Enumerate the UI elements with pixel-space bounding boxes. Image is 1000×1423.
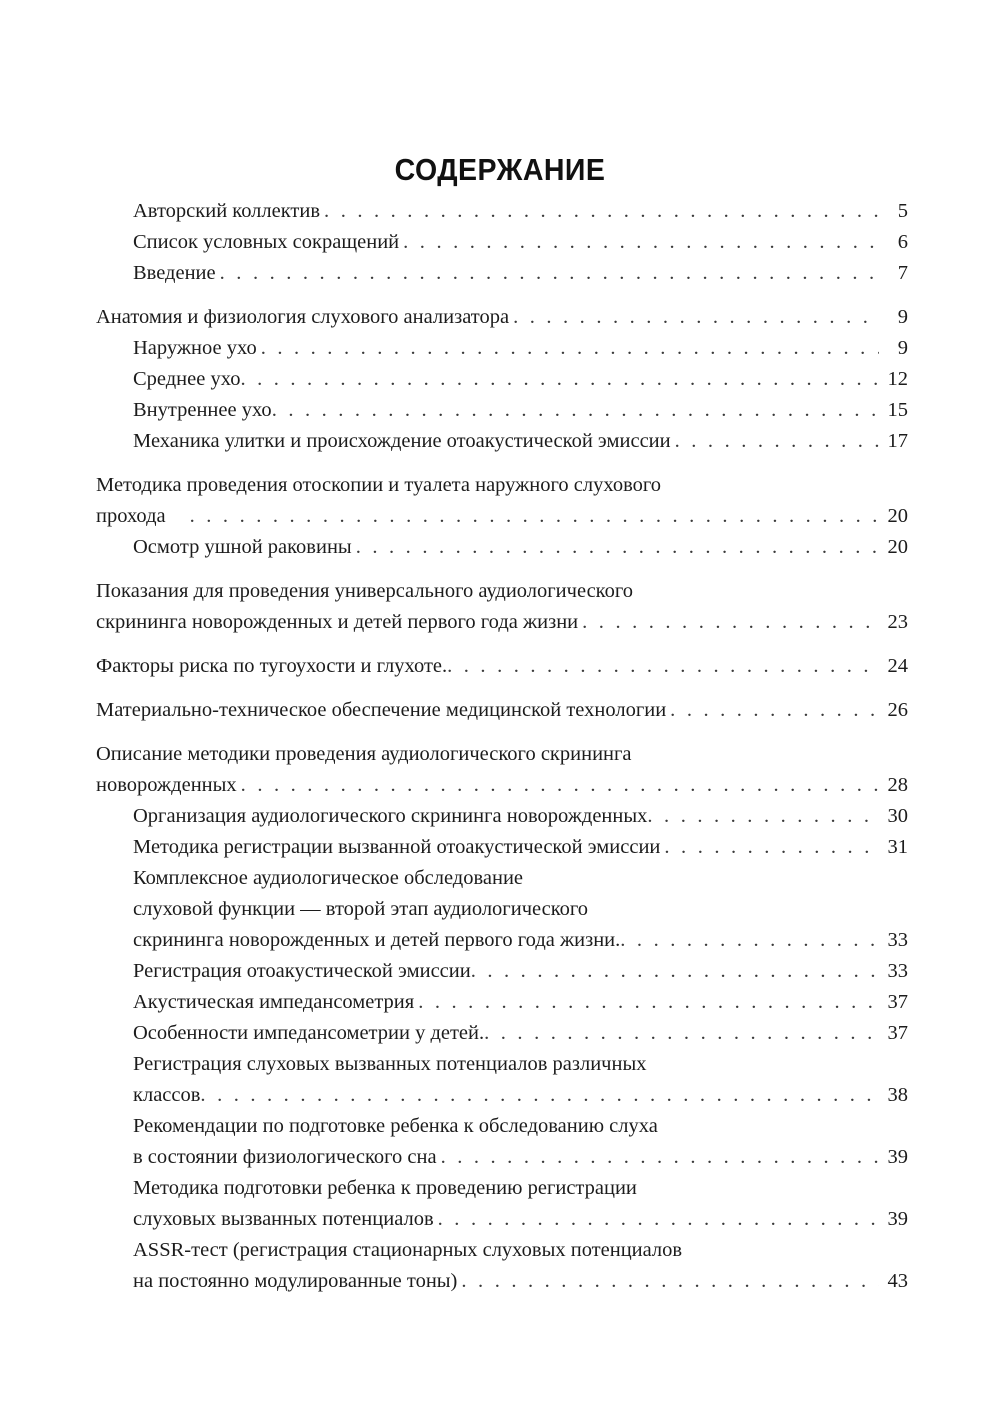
toc-entry-title: Регистрация отоакустической эмиссии [133, 960, 471, 982]
toc-entry-line: слуховой функции — второй этап аудиологического [133, 898, 589, 920]
toc-entry[interactable] [96, 364, 908, 395]
toc-entry[interactable] [96, 395, 908, 426]
toc-entry-title: Осмотр ушной раковины [133, 536, 352, 558]
toc-entry-title: новорожденных [96, 774, 237, 796]
toc-entry-title: Особенности импедансометрии у детей. [133, 1022, 485, 1044]
toc-entry[interactable] [96, 302, 908, 333]
page-number: 15 [887, 399, 908, 421]
dot-leader [471, 956, 879, 987]
page-number: 33 [887, 929, 908, 951]
dot-leader [324, 196, 879, 227]
toc-entry-last-line [133, 258, 908, 289]
page-title: СОДЕРЖАНИЕ [394, 152, 606, 187]
toc-entry-last-line [133, 1018, 908, 1049]
toc-entry-line: Показания для проведения универсального аудиологического [96, 580, 633, 602]
toc-entry-last-line [133, 426, 908, 457]
toc-entry[interactable] [96, 832, 908, 863]
toc-group [96, 470, 908, 563]
toc-entry-title: Организация аудиологического скрининга новорожденных [133, 805, 648, 827]
toc-entry-last-line [133, 227, 908, 258]
toc-entry-last-line [133, 196, 908, 227]
dot-leader [447, 651, 879, 682]
toc-entry-line: Методика проведения отоскопии и туалета наружного слухового [96, 474, 662, 496]
toc-entry-line: Регистрация слуховых вызванных потенциалов различных [133, 1053, 647, 1075]
toc-entry-line: Методика подготовки ребенка к проведению регистрации [133, 1177, 637, 1199]
toc-entry-last-line [133, 1266, 908, 1297]
toc-entry-title: классов [133, 1084, 201, 1106]
toc-entry-last-line [133, 395, 908, 426]
toc-entry[interactable] [96, 426, 908, 457]
toc-entry[interactable] [96, 987, 908, 1018]
page-number: 37 [887, 1022, 908, 1044]
toc-entry-title: скрининга новорожденных и детей первого года жизни. [133, 929, 621, 951]
dot-leader [461, 1266, 879, 1297]
toc-entry-title: в состоянии физиологического сна [133, 1146, 437, 1168]
toc-entry[interactable] [96, 801, 908, 832]
dot-leader [418, 987, 879, 1018]
dot-leader [240, 364, 879, 395]
page-number: 37 [887, 991, 908, 1013]
toc-group [96, 576, 908, 638]
page-number: 30 [887, 805, 908, 827]
toc-entry-title: Среднее ухо [133, 368, 241, 390]
toc-entry[interactable] [96, 695, 908, 726]
page-number: 20 [887, 505, 908, 527]
toc-entry-last-line [133, 832, 908, 863]
dot-leader [664, 832, 879, 863]
dot-leader [403, 227, 879, 258]
toc-entry[interactable] [96, 470, 908, 532]
toc-entry-last-line [96, 302, 908, 333]
dot-leader [261, 333, 879, 364]
toc-entry-last-line [133, 987, 908, 1018]
toc-entry-last-line [133, 1142, 908, 1173]
toc-entry[interactable] [96, 739, 908, 801]
toc-entry-last-line [133, 364, 908, 395]
dot-leader [670, 695, 879, 726]
toc-entry-line: Описание методики проведения аудиологического скрининга [96, 743, 632, 765]
toc-group [96, 302, 908, 457]
toc-entry-title: Методика регистрации вызванной отоакустической эмиссии [133, 836, 661, 858]
toc-entry-last-line [133, 1204, 908, 1235]
dot-leader [438, 1204, 879, 1235]
dot-leader [441, 1142, 879, 1173]
toc-entry-last-line [96, 695, 908, 726]
toc-entry-title: Внутреннее ухо [133, 399, 272, 421]
toc-group [96, 651, 908, 682]
toc-entry[interactable] [96, 532, 908, 563]
dot-leader [356, 532, 879, 563]
toc-entry-line: ASSR-тест (регистрация стационарных слуховых потенциалов [133, 1239, 683, 1261]
dot-leader [220, 258, 879, 289]
toc-entry-last-line [133, 1080, 908, 1111]
toc-entry-last-line [96, 501, 908, 532]
page-number: 33 [887, 960, 908, 982]
dot-leader [675, 426, 879, 457]
dot-leader [484, 1018, 879, 1049]
toc-entry-line: Рекомендации по подготовке ребенка к обследованию слуха [133, 1115, 658, 1137]
toc-entry-title: слуховых вызванных потенциалов [133, 1208, 434, 1230]
toc-entry-title: Введение [133, 262, 216, 284]
toc-entry-last-line [96, 651, 908, 682]
toc-entry-title: Список условных сокращений [133, 231, 400, 253]
toc-entry[interactable] [96, 576, 908, 638]
page-number: 38 [887, 1084, 908, 1106]
toc-entry[interactable] [96, 1018, 908, 1049]
page-number: 39 [887, 1208, 908, 1230]
page-number: 9 [897, 337, 908, 359]
toc-entry-last-line [133, 956, 908, 987]
toc-entry[interactable] [96, 1173, 908, 1235]
toc-entry-title: скрининга новорожденных и детей первого года жизни [96, 611, 579, 633]
toc-entry[interactable] [96, 333, 908, 364]
toc-entry-title: Механика улитки и происхождение отоакустической эмиссии [133, 430, 671, 452]
toc-entry-last-line [133, 925, 908, 956]
toc-entry-title: Анатомия и физиология слухового анализатора [96, 306, 510, 328]
toc-entry-title: прохода [96, 505, 166, 527]
dot-leader [582, 607, 879, 638]
page-number: 7 [897, 262, 908, 284]
page-number: 26 [887, 699, 908, 721]
toc-entry-last-line [133, 801, 908, 832]
toc-entry-line: Комплексное аудиологическое обследование [133, 867, 524, 889]
table-of-contents [96, 196, 908, 1297]
toc-entry-title: Авторский коллектив [133, 200, 321, 222]
toc-entry[interactable] [96, 651, 908, 682]
page-number: 24 [887, 655, 908, 677]
page-number: 12 [887, 368, 908, 390]
toc-entry[interactable] [96, 863, 908, 956]
toc-entry-last-line [133, 333, 908, 364]
toc-entry[interactable] [96, 1049, 908, 1111]
toc-entry-title: Наружное ухо [133, 337, 257, 359]
toc-entry[interactable] [96, 258, 908, 289]
toc-entry[interactable] [96, 1235, 908, 1297]
page-number: 23 [887, 611, 908, 633]
toc-group [96, 739, 908, 1297]
dot-leader [241, 770, 879, 801]
toc-entry[interactable] [96, 1111, 908, 1173]
dot-leader [647, 801, 879, 832]
page-number: 28 [887, 774, 908, 796]
toc-entry[interactable] [96, 227, 908, 258]
page-number: 31 [887, 836, 908, 858]
dot-leader [620, 925, 879, 956]
page-number: 5 [897, 200, 908, 222]
dot-leader [272, 395, 879, 426]
page-number: 43 [887, 1270, 908, 1292]
page-number: 9 [897, 306, 908, 328]
toc-entry-title: Акустическая импедансометрия [133, 991, 415, 1013]
toc-entry-title: Факторы риска по тугоухости и глухоте. [96, 655, 448, 677]
toc-group [96, 196, 908, 289]
toc-entry-last-line [133, 532, 908, 563]
dot-leader [190, 501, 879, 532]
toc-entry[interactable] [96, 956, 908, 987]
toc-entry-last-line [96, 770, 908, 801]
toc-entry-title: Материально-техническое обеспечение медицинской технологии [96, 699, 667, 721]
toc-group [96, 695, 908, 726]
dot-leader [200, 1080, 879, 1111]
dot-leader [513, 302, 879, 333]
page-number: 6 [897, 231, 908, 253]
page-number: 39 [887, 1146, 908, 1168]
toc-entry[interactable] [96, 196, 908, 227]
toc-entry-last-line [96, 607, 908, 638]
page-number: 20 [887, 536, 908, 558]
toc-entry-title: на постоянно модулированные тоны) [133, 1270, 458, 1292]
page-number: 17 [887, 430, 908, 452]
